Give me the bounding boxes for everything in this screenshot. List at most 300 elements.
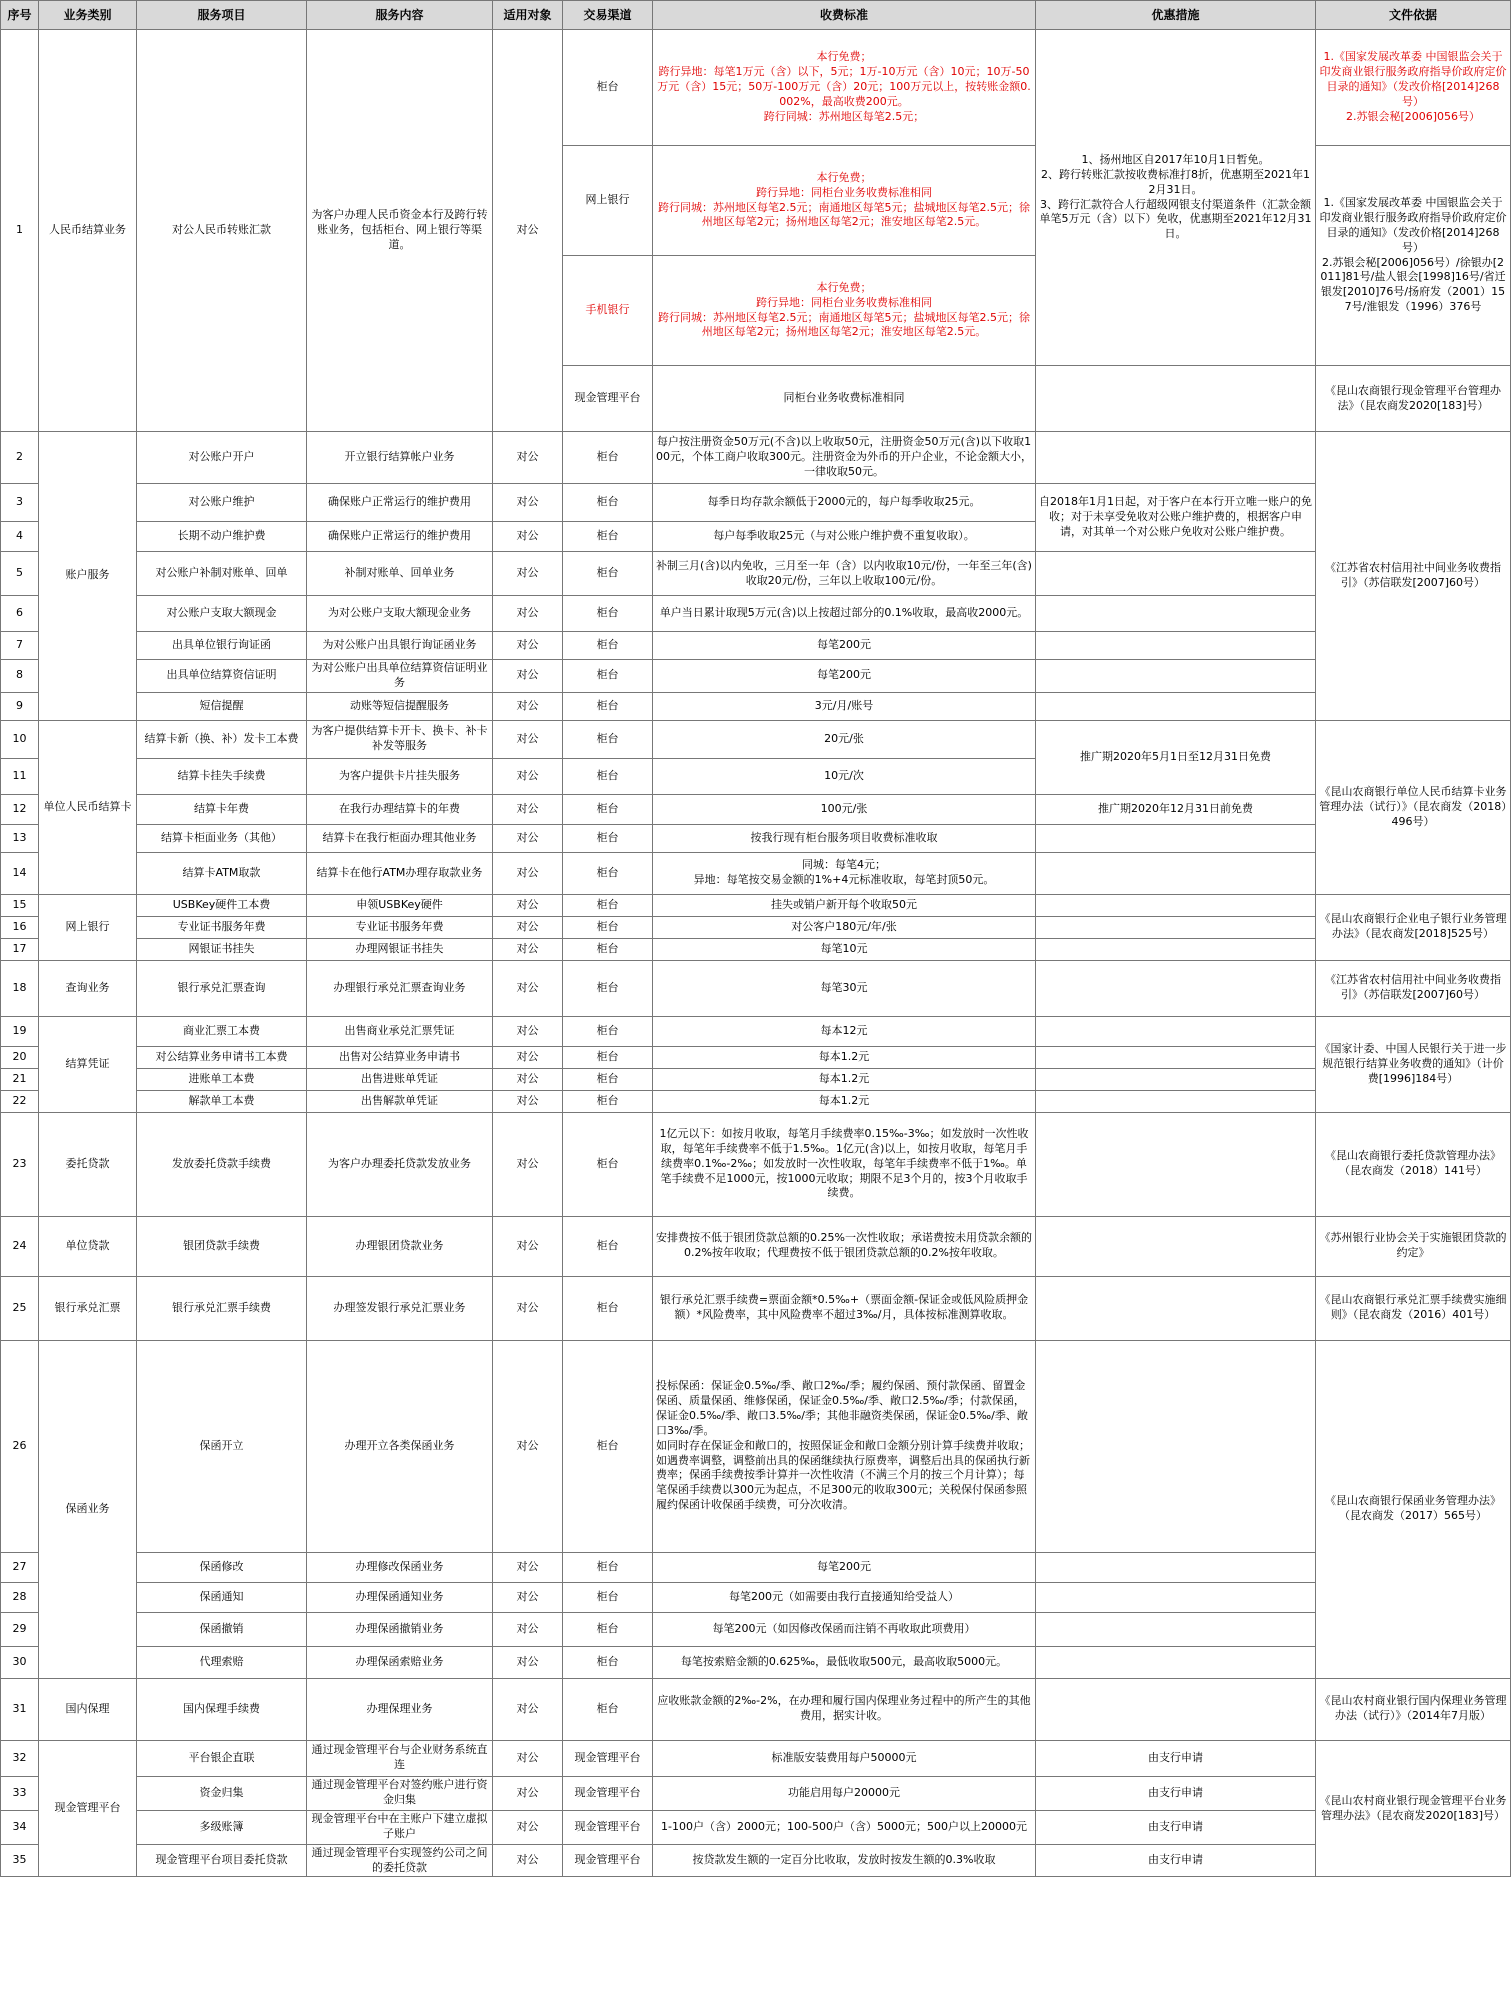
cell-discount — [1036, 852, 1316, 894]
cell-discount: 由支行申请 — [1036, 1844, 1316, 1877]
cell-item: 网银证书挂失 — [137, 938, 307, 960]
cell-item: 对公账户补制对账单、回单 — [137, 552, 307, 596]
table-row — [1, 1582, 1511, 1612]
cell-item: 银团贷款手续费 — [137, 1216, 307, 1276]
table-row — [1, 1016, 1511, 1046]
table-row — [1, 552, 1511, 596]
cell-item: USBKey硬件工本费 — [137, 894, 307, 916]
cell-channel: 柜台 — [563, 692, 653, 720]
cell-discount — [1036, 552, 1316, 596]
cell-item: 解款单工本费 — [137, 1090, 307, 1112]
cell-num: 6 — [1, 596, 39, 632]
cell-category: 人民币结算业务 — [39, 30, 137, 432]
cell-content: 为客户提供卡片挂失服务 — [307, 758, 493, 794]
cell-channel: 柜台 — [563, 1646, 653, 1678]
cell-target: 对公 — [493, 794, 563, 824]
cell-channel: 柜台 — [563, 1112, 653, 1216]
cell-channel: 柜台 — [563, 960, 653, 1016]
cell-fee: 20元/张 — [653, 720, 1036, 758]
table-row — [1, 794, 1511, 824]
table-row — [1, 852, 1511, 894]
cell-num: 11 — [1, 758, 39, 794]
cell-item: 结算卡新（换、补）发卡工本费 — [137, 720, 307, 758]
table-row — [1, 692, 1511, 720]
cell-discount — [1036, 916, 1316, 938]
cell-num: 21 — [1, 1068, 39, 1090]
cell-basis: 《昆山农商银行单位人民币结算卡业务管理办法（试行）》（昆农商发（2018）496号） — [1316, 720, 1511, 894]
cell-channel: 柜台 — [563, 916, 653, 938]
cell-channel: 柜台 — [563, 1552, 653, 1582]
cell-category: 账户服务 — [39, 432, 137, 721]
cell-target: 对公 — [493, 1340, 563, 1552]
cell-fee: 每笔200元（如因修改保函而注销不再收取此项费用） — [653, 1612, 1036, 1646]
cell-target: 对公 — [493, 1552, 563, 1582]
cell-channel: 柜台 — [563, 1068, 653, 1090]
cell-target: 对公 — [493, 1216, 563, 1276]
cell-fee: 对公客户180元/年/张 — [653, 916, 1036, 938]
cell-basis: 《苏州银行业协会关于实施银团贷款的约定》 — [1316, 1216, 1511, 1276]
cell-target: 对公 — [493, 1582, 563, 1612]
cell-item: 代理索赔 — [137, 1646, 307, 1678]
cell-fee: 每笔200元 — [653, 660, 1036, 693]
cell-channel: 柜台 — [563, 852, 653, 894]
cell-fee: 每季日均存款余额低于2000元的，每户每季收取25元。 — [653, 484, 1036, 522]
table-row — [1, 1678, 1511, 1740]
cell-content: 办理保函索赔业务 — [307, 1646, 493, 1678]
cell-fee: 每笔200元 — [653, 1552, 1036, 1582]
cell-category: 现金管理平台 — [39, 1740, 137, 1877]
cell-fee: 每本1.2元 — [653, 1068, 1036, 1090]
cell-item: 商业汇票工本费 — [137, 1016, 307, 1046]
cell-content: 通过现金管理平台实现签约公司之间的委托贷款 — [307, 1844, 493, 1877]
cell-fee: 标准版安装费用每户50000元 — [653, 1740, 1036, 1776]
cell-fee: 每笔10元 — [653, 938, 1036, 960]
cell-target: 对公 — [493, 1016, 563, 1046]
cell-channel: 柜台 — [563, 552, 653, 596]
cell-discount — [1036, 960, 1316, 1016]
cell-discount — [1036, 692, 1316, 720]
table-row — [1, 1046, 1511, 1068]
cell-target: 对公 — [493, 1678, 563, 1740]
cell-num: 22 — [1, 1090, 39, 1112]
cell-discount — [1036, 596, 1316, 632]
cell-channel: 网上银行 — [563, 146, 653, 256]
cell-content: 办理保理业务 — [307, 1678, 493, 1740]
table-row — [1, 1612, 1511, 1646]
cell-content: 办理网银证书挂失 — [307, 938, 493, 960]
cell-content: 确保账户正常运行的维护费用 — [307, 522, 493, 552]
cell-channel: 柜台 — [563, 1678, 653, 1740]
cell-num: 18 — [1, 960, 39, 1016]
cell-discount: 1、扬州地区自2017年10月1日暂免。 2、跨行转账汇款按收费标准打8折，优惠期至2021年12月31日。 3、跨行汇款符合人行超级网银支付渠道条件（汇款金额单笔5万元（含）以下）免收，优惠期至2021年12月31日。 — [1036, 30, 1316, 366]
cell-fee: 同城：每笔4元； 异地：每笔按交易金额的1%+4元标准收取，每笔封顶50元。 — [653, 852, 1036, 894]
col-header-channel: 交易渠道 — [563, 1, 653, 30]
cell-content: 为对公账户支取大额现金业务 — [307, 596, 493, 632]
col-header-content: 服务内容 — [307, 1, 493, 30]
table-row — [1, 432, 1511, 484]
cell-num: 2 — [1, 432, 39, 484]
cell-channel: 柜台 — [563, 1582, 653, 1612]
cell-content: 开立银行结算帐户业务 — [307, 432, 493, 484]
cell-fee: 1亿元以下：如按月收取，每笔月手续费率0.15‰-3‰；如发放时一次性收取，每笔年手续费率不低于1.5‰。1亿元(含)以上，如按月收取，每笔月手续费率0.1‰-2‰；如发放时一次性收取，每笔年手续费率不低于1‰。单笔手续费不足1000元，按1000元收取；期限不足3个月的，按3个月收取手续费。 — [653, 1112, 1036, 1216]
cell-num: 3 — [1, 484, 39, 522]
cell-discount: 自2018年1月1日起，对于客户在本行开立唯一账户的免收；对于未享受免收对公账户维护费的，根据客户申请，对其单一个对公账户免收对公账户维护费。 — [1036, 484, 1316, 552]
cell-target: 对公 — [493, 894, 563, 916]
cell-fee: 每户每季收取25元（与对公账户维护费不重复收取）。 — [653, 522, 1036, 552]
cell-content: 结算卡在他行ATM办理存取款业务 — [307, 852, 493, 894]
cell-channel: 现金管理平台 — [563, 1844, 653, 1877]
table-row — [1, 824, 1511, 852]
cell-discount — [1036, 894, 1316, 916]
table-row — [1, 720, 1511, 758]
cell-discount: 由支行申请 — [1036, 1776, 1316, 1810]
cell-target: 对公 — [493, 824, 563, 852]
cell-fee: 按贷款发生额的一定百分比收取，发放时按发生额的0.3%收取 — [653, 1844, 1036, 1877]
cell-channel: 柜台 — [563, 720, 653, 758]
cell-target: 对公 — [493, 632, 563, 660]
cell-item: 结算卡挂失手续费 — [137, 758, 307, 794]
cell-item: 国内保理手续费 — [137, 1678, 307, 1740]
cell-channel: 柜台 — [563, 522, 653, 552]
cell-basis: 1.《国家发展改革委 中国银监会关于印发商业银行服务政府指导价政府定价目录的通知》（发改价格[2014]268号） 2.苏银会秘[2006]056号） — [1316, 30, 1511, 146]
cell-content: 办理修改保函业务 — [307, 1552, 493, 1582]
table-row — [1, 894, 1511, 916]
cell-num: 17 — [1, 938, 39, 960]
cell-target: 对公 — [493, 692, 563, 720]
cell-content: 为客户办理委托贷款发放业务 — [307, 1112, 493, 1216]
cell-item: 现金管理平台项目委托贷款 — [137, 1844, 307, 1877]
col-header-discount: 优惠措施 — [1036, 1, 1316, 30]
table-row — [1, 1776, 1511, 1810]
cell-fee: 功能启用每户20000元 — [653, 1776, 1036, 1810]
cell-target: 对公 — [493, 1090, 563, 1112]
cell-num: 15 — [1, 894, 39, 916]
cell-num: 4 — [1, 522, 39, 552]
cell-target: 对公 — [493, 960, 563, 1016]
cell-channel: 柜台 — [563, 824, 653, 852]
col-header-item: 服务项目 — [137, 1, 307, 30]
cell-channel: 柜台 — [563, 1276, 653, 1340]
cell-num: 20 — [1, 1046, 39, 1068]
cell-content: 办理签发银行承兑汇票业务 — [307, 1276, 493, 1340]
cell-num: 13 — [1, 824, 39, 852]
col-header-category: 业务类别 — [39, 1, 137, 30]
cell-fee: 单户当日累计取现5万元(含)以上按超过部分的0.1%收取，最高收2000元。 — [653, 596, 1036, 632]
cell-target: 对公 — [493, 432, 563, 484]
cell-num: 12 — [1, 794, 39, 824]
cell-item: 结算卡ATM取款 — [137, 852, 307, 894]
cell-target: 对公 — [493, 1112, 563, 1216]
table-row — [1, 916, 1511, 938]
col-header-target: 适用对象 — [493, 1, 563, 30]
cell-channel: 柜台 — [563, 660, 653, 693]
table-row — [1, 632, 1511, 660]
cell-discount — [1036, 938, 1316, 960]
cell-content: 办理保函撤销业务 — [307, 1612, 493, 1646]
cell-content: 办理保函通知业务 — [307, 1582, 493, 1612]
cell-discount — [1036, 1646, 1316, 1678]
cell-category: 国内保理 — [39, 1678, 137, 1740]
cell-content: 在我行办理结算卡的年费 — [307, 794, 493, 824]
cell-item: 保函通知 — [137, 1582, 307, 1612]
col-header-num: 序号 — [1, 1, 39, 30]
cell-basis: 《江苏省农村信用社中间业务收费指引》（苏信联发[2007]60号） — [1316, 432, 1511, 721]
cell-channel: 柜台 — [563, 1016, 653, 1046]
cell-item: 多级账簿 — [137, 1810, 307, 1844]
table-row — [1, 1276, 1511, 1340]
table-row — [1, 960, 1511, 1016]
cell-basis: 《国家计委、中国人民银行关于进一步规范银行结算业务收费的通知》（计价费[1996]184号） — [1316, 1016, 1511, 1112]
cell-target: 对公 — [493, 938, 563, 960]
cell-channel: 柜台 — [563, 938, 653, 960]
cell-num: 23 — [1, 1112, 39, 1216]
cell-target: 对公 — [493, 1646, 563, 1678]
cell-num: 35 — [1, 1844, 39, 1877]
cell-item: 出具单位银行询证函 — [137, 632, 307, 660]
table-row — [1, 1340, 1511, 1552]
cell-content: 出售对公结算业务申请书 — [307, 1046, 493, 1068]
cell-num: 31 — [1, 1678, 39, 1740]
cell-item: 银行承兑汇票查询 — [137, 960, 307, 1016]
table-row — [1, 1090, 1511, 1112]
cell-channel: 柜台 — [563, 1090, 653, 1112]
cell-num: 14 — [1, 852, 39, 894]
cell-item: 专业证书服务年费 — [137, 916, 307, 938]
cell-fee: 每笔30元 — [653, 960, 1036, 1016]
cell-discount — [1036, 660, 1316, 693]
cell-item: 银行承兑汇票手续费 — [137, 1276, 307, 1340]
cell-basis: 《昆山农商银行现金管理平台管理办法》（昆农商发2020[183]号） — [1316, 366, 1511, 432]
cell-fee: 3元/月/账号 — [653, 692, 1036, 720]
cell-basis: 《江苏省农村信用社中间业务收费指引》（苏信联发[2007]60号） — [1316, 960, 1511, 1016]
cell-fee: 每本1.2元 — [653, 1046, 1036, 1068]
cell-fee: 每户按注册资金50万元(不含)以上收取50元，注册资金50万元(含)以下收取100元，个体工商户收取300元。注册资金为外币的开户企业，不论金额大小，一律收取50元。 — [653, 432, 1036, 484]
cell-target: 对公 — [493, 1810, 563, 1844]
cell-basis: 《昆山农村商业银行现金管理平台业务管理办法》（昆农商发2020[183]号） — [1316, 1740, 1511, 1877]
cell-num: 26 — [1, 1340, 39, 1552]
cell-target: 对公 — [493, 1776, 563, 1810]
col-header-fee: 收费标准 — [653, 1, 1036, 30]
cell-target: 对公 — [493, 758, 563, 794]
cell-content: 办理开立各类保函业务 — [307, 1340, 493, 1552]
cell-target: 对公 — [493, 852, 563, 894]
cell-discount: 推广期2020年5月1日至12月31日免费 — [1036, 720, 1316, 794]
cell-channel: 现金管理平台 — [563, 1740, 653, 1776]
cell-channel: 柜台 — [563, 432, 653, 484]
col-header-basis: 文件依据 — [1316, 1, 1511, 30]
table-row — [1, 1552, 1511, 1582]
cell-content: 动账等短信提醒服务 — [307, 692, 493, 720]
cell-item: 对公账户支取大额现金 — [137, 596, 307, 632]
cell-num: 16 — [1, 916, 39, 938]
cell-fee: 应收账款金额的2‰-2%，在办理和履行国内保理业务过程中的所产生的其他费用，据实计收。 — [653, 1678, 1036, 1740]
cell-content: 为对公账户出具银行询证函业务 — [307, 632, 493, 660]
table-row — [1, 1810, 1511, 1844]
cell-content: 通过现金管理平台对签约账户进行资金归集 — [307, 1776, 493, 1810]
cell-item: 保函修改 — [137, 1552, 307, 1582]
cell-discount — [1036, 1090, 1316, 1112]
cell-fee: 本行免费； 跨行异地：同柜台业务收费标准相同 跨行同城：苏州地区每笔2.5元；南通地区每笔5元；盐城地区每笔2.5元；徐州地区每笔2元；扬州地区每笔2元；淮安地区每笔2.5元。 — [653, 146, 1036, 256]
cell-num: 24 — [1, 1216, 39, 1276]
cell-discount: 推广期2020年12月31日前免费 — [1036, 794, 1316, 824]
cell-num: 27 — [1, 1552, 39, 1582]
cell-channel: 柜台 — [563, 794, 653, 824]
cell-discount: 由支行申请 — [1036, 1810, 1316, 1844]
cell-num: 25 — [1, 1276, 39, 1340]
cell-content: 办理银行承兑汇票查询业务 — [307, 960, 493, 1016]
cell-content: 出售进账单凭证 — [307, 1068, 493, 1090]
cell-channel: 柜台 — [563, 1340, 653, 1552]
cell-content: 确保账户正常运行的维护费用 — [307, 484, 493, 522]
table-row — [1, 1068, 1511, 1090]
cell-category: 结算凭证 — [39, 1016, 137, 1112]
table-row — [1, 596, 1511, 632]
cell-discount — [1036, 1112, 1316, 1216]
cell-channel: 手机银行 — [563, 256, 653, 366]
cell-discount — [1036, 1582, 1316, 1612]
cell-content: 出售解款单凭证 — [307, 1090, 493, 1112]
cell-target: 对公 — [493, 916, 563, 938]
cell-num: 10 — [1, 720, 39, 758]
cell-target: 对公 — [493, 1740, 563, 1776]
cell-basis: 《昆山农商银行保函业务管理办法》（昆农商发（2017）565号） — [1316, 1340, 1511, 1678]
cell-item: 对公账户维护 — [137, 484, 307, 522]
table-row — [1, 660, 1511, 693]
cell-category: 单位贷款 — [39, 1216, 137, 1276]
cell-basis: 《昆山农商银行委托贷款管理办法》（昆农商发（2018）141号） — [1316, 1112, 1511, 1216]
table-row — [1, 30, 1511, 146]
table-row — [1, 938, 1511, 960]
cell-item: 对公人民币转账汇款 — [137, 30, 307, 432]
cell-target: 对公 — [493, 1844, 563, 1877]
cell-discount: 由支行申请 — [1036, 1740, 1316, 1776]
cell-channel: 柜台 — [563, 30, 653, 146]
cell-item: 结算卡年费 — [137, 794, 307, 824]
cell-target: 对公 — [493, 484, 563, 522]
cell-item: 进账单工本费 — [137, 1068, 307, 1090]
cell-fee: 本行免费； 跨行异地：同柜台业务收费标准相同 跨行同城：苏州地区每笔2.5元；南通地区每笔5元；盐城地区每笔2.5元；徐州地区每笔2元；扬州地区每笔2元；淮安地区每笔2.5元。 — [653, 256, 1036, 366]
cell-discount — [1036, 1216, 1316, 1276]
cell-channel: 柜台 — [563, 1046, 653, 1068]
cell-category: 保函业务 — [39, 1340, 137, 1678]
cell-num: 9 — [1, 692, 39, 720]
table-row — [1, 1844, 1511, 1877]
cell-target: 对公 — [493, 1612, 563, 1646]
cell-category: 委托贷款 — [39, 1112, 137, 1216]
cell-channel: 柜台 — [563, 894, 653, 916]
cell-fee: 投标保函：保证金0.5‰/季、敞口2‰/季；履约保函、预付款保函、留置金保函、质量保函、维修保函，保证金0.5‰/季、敞口2.5‰/季；付款保函，保证金0.5‰/季、敞口3.5‰/季；其他非融资类保函，保证金0.5‰/季、敞口3‰/季。 如同时存在保证金和敞口的，按照保证金和敞口金额分别计算手续费并收取；如遇费率调整，调整前出具的保函继续执行原费率，调整后出具的保函执行新费率；保函手续费按季计算并一次性收清（不满三个月的按三个月计算）；每笔保函手续费以300元为起点，不足300元的收取300元；关税保付保函参照履约保函计收保函手续费，可分次收清。 — [653, 1340, 1036, 1552]
cell-item: 短信提醒 — [137, 692, 307, 720]
cell-content: 出售商业承兑汇票凭证 — [307, 1016, 493, 1046]
cell-fee: 每本1.2元 — [653, 1090, 1036, 1112]
cell-target: 对公 — [493, 1276, 563, 1340]
cell-channel: 柜台 — [563, 596, 653, 632]
cell-discount — [1036, 632, 1316, 660]
cell-channel: 柜台 — [563, 1612, 653, 1646]
cell-content: 现金管理平台中在主账户下建立虚拟子账户 — [307, 1810, 493, 1844]
cell-target: 对公 — [493, 30, 563, 432]
cell-channel: 柜台 — [563, 484, 653, 522]
table-row — [1, 484, 1511, 522]
cell-fee: 按我行现有柜台服务项目收费标准收取 — [653, 824, 1036, 852]
cell-item: 长期不动户维护费 — [137, 522, 307, 552]
cell-basis: 1.《国家发展改革委 中国银监会关于印发商业银行服务政府指导价政府定价目录的通知》（发改价格[2014]268号） 2.苏银会秘[2006]056号）/徐银办[2011]81号/盐人银会[1998]16号/省迁银发[2010]76号/扬府发（2001）157号/淮银发（1996）376号 — [1316, 146, 1511, 366]
cell-num: 5 — [1, 552, 39, 596]
cell-fee: 补制三月(含)以内免收，三月至一年（含）以内收取10元/份，一年至三年(含)收取20元/份，三年以上收取100元/份。 — [653, 552, 1036, 596]
cell-target: 对公 — [493, 522, 563, 552]
cell-num: 8 — [1, 660, 39, 693]
cell-discount — [1036, 1340, 1316, 1552]
cell-num: 19 — [1, 1016, 39, 1046]
cell-category: 银行承兑汇票 — [39, 1276, 137, 1340]
cell-num: 33 — [1, 1776, 39, 1810]
cell-num: 7 — [1, 632, 39, 660]
cell-num: 34 — [1, 1810, 39, 1844]
cell-fee: 同柜台业务收费标准相同 — [653, 366, 1036, 432]
table-row — [1, 1740, 1511, 1776]
cell-category: 查询业务 — [39, 960, 137, 1016]
cell-fee: 每本12元 — [653, 1016, 1036, 1046]
table-row — [1, 1216, 1511, 1276]
cell-basis: 《昆山农村商业银行国内保理业务管理办法（试行）》（2014年7月版） — [1316, 1678, 1511, 1740]
cell-content: 通过现金管理平台与企业财务系统直连 — [307, 1740, 493, 1776]
table-row — [1, 1112, 1511, 1216]
cell-item: 保函撤销 — [137, 1612, 307, 1646]
cell-discount — [1036, 366, 1316, 432]
cell-discount — [1036, 1016, 1316, 1046]
cell-num: 32 — [1, 1740, 39, 1776]
cell-discount — [1036, 824, 1316, 852]
cell-fee: 银行承兑汇票手续费=票面金额*0.5‰+（票面金额-保证金或低风险质押金额）*风险费率，其中风险费率不超过3‰/月，具体按标准测算收取。 — [653, 1276, 1036, 1340]
cell-channel: 现金管理平台 — [563, 366, 653, 432]
cell-content: 补制对账单、回单业务 — [307, 552, 493, 596]
cell-content: 办理银团贷款业务 — [307, 1216, 493, 1276]
cell-fee: 10元/次 — [653, 758, 1036, 794]
cell-item: 结算卡柜面业务（其他） — [137, 824, 307, 852]
cell-content: 专业证书服务年费 — [307, 916, 493, 938]
cell-discount — [1036, 1046, 1316, 1068]
cell-fee: 本行免费； 跨行异地：每笔1万元（含）以下，5元；1万-10万元（含）10元；10万-50万元（含）15元；50万-100万元（含）20元；100万元以上，按转账金额0.002%，最高收费200元。 跨行同城：苏州地区每笔2.5元； — [653, 30, 1036, 146]
cell-discount — [1036, 1276, 1316, 1340]
cell-content: 为对公账户出具单位结算资信证明业务 — [307, 660, 493, 693]
cell-content: 为客户提供结算卡开卡、换卡、补卡补发等服务 — [307, 720, 493, 758]
cell-discount — [1036, 1552, 1316, 1582]
cell-item: 平台银企直联 — [137, 1740, 307, 1776]
cell-basis: 《昆山农商银行企业电子银行业务管理办法》（昆农商发[2018]525号） — [1316, 894, 1511, 960]
cell-channel: 现金管理平台 — [563, 1810, 653, 1844]
cell-discount — [1036, 432, 1316, 484]
cell-fee: 安排费按不低于银团贷款总额的0.25%一次性收取；承诺费按未用贷款余额的0.2%按年收取；代理费按不低于银团贷款总额的0.2%按年收取。 — [653, 1216, 1036, 1276]
cell-target: 对公 — [493, 660, 563, 693]
cell-target: 对公 — [493, 1068, 563, 1090]
cell-num: 1 — [1, 30, 39, 432]
cell-fee: 每笔200元（如需要由我行直接通知给受益人） — [653, 1582, 1036, 1612]
cell-target: 对公 — [493, 596, 563, 632]
cell-num: 29 — [1, 1612, 39, 1646]
cell-discount — [1036, 1612, 1316, 1646]
cell-channel: 柜台 — [563, 632, 653, 660]
cell-num: 28 — [1, 1582, 39, 1612]
cell-target: 对公 — [493, 1046, 563, 1068]
cell-channel: 柜台 — [563, 1216, 653, 1276]
cell-fee: 挂失或销户新开每个收取50元 — [653, 894, 1036, 916]
cell-item: 对公结算业务申请书工本费 — [137, 1046, 307, 1068]
header-row — [1, 1, 1511, 30]
cell-item: 出具单位结算资信证明 — [137, 660, 307, 693]
cell-item: 保函开立 — [137, 1340, 307, 1552]
cell-content: 结算卡在我行柜面办理其他业务 — [307, 824, 493, 852]
cell-target: 对公 — [493, 552, 563, 596]
